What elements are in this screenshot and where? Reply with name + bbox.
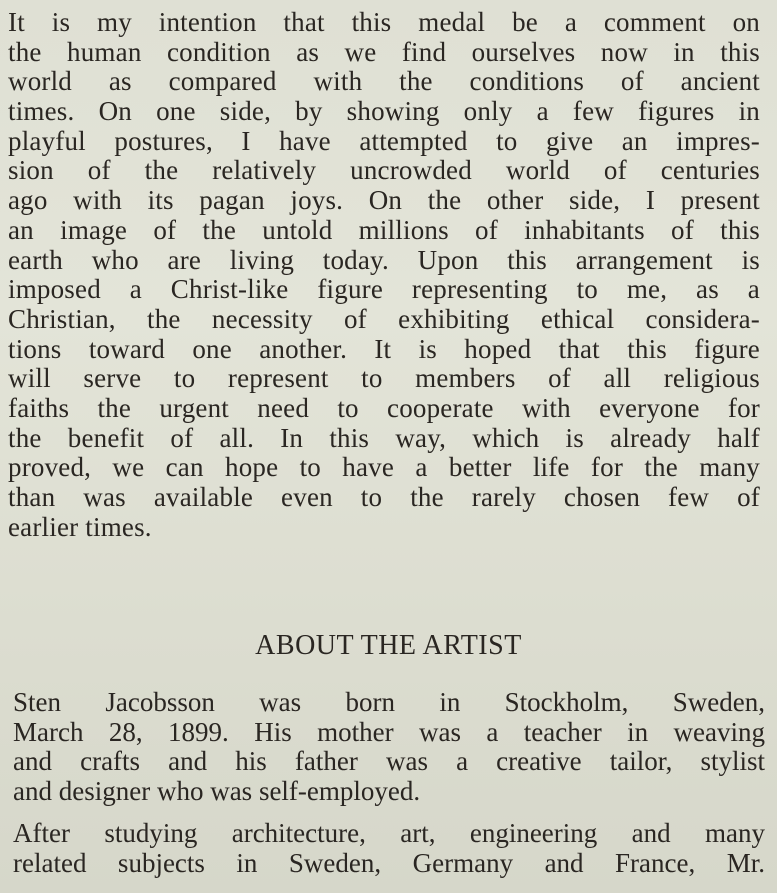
about-heading	[0, 630, 777, 662]
section-title: ABOUT THE ARTIST	[255, 630, 522, 661]
statement-line: It is my intention that this medal be a comment on	[8, 7, 760, 37]
bio-line: and crafts and his father was a creative tailor, stylist	[13, 746, 765, 776]
statement-line: earth who are living today. Upon this arrangement is	[8, 244, 760, 275]
statement-line: an image of the untold millions of inhabitants of this	[8, 214, 760, 245]
statement-line: playful postures, I have attempted to give an impres-	[8, 125, 760, 156]
bio-line: Sten Jacobsson was born in Stockholm, Sweden,	[13, 687, 765, 717]
statement-line: will serve to represent to members of all religious	[8, 363, 760, 394]
statement-line: sion of the relatively uncrowded world of centuries	[8, 155, 760, 186]
artist-bio-paragraph-1	[13, 688, 765, 806]
statement-line: proved, we can hope to have a better life for the many	[8, 452, 760, 483]
artist-bio-paragraph-2	[13, 819, 765, 878]
statement-line: than was available even to the rarely chosen few of	[8, 482, 760, 512]
statement-line: ago with its pagan joys. On the other side, I present	[8, 185, 760, 216]
statement-line: tions toward one another. It is hoped that this figure	[8, 333, 760, 364]
statement-line: faiths the urgent need to cooperate with everyone for	[8, 392, 760, 423]
statement-line: the human condition as we find ourselves now in this	[8, 36, 760, 67]
statement-line: times. On one side, by showing only a few figures in	[8, 96, 760, 127]
artist-statement	[8, 8, 760, 542]
statement-line: earlier times.	[8, 511, 152, 542]
bio-line: and designer who was self-employed.	[13, 775, 421, 806]
statement-line: imposed a Christ-like figure representing to me, as a	[8, 274, 760, 305]
statement-line: the benefit of all. In this way, which is already half	[8, 422, 760, 453]
statement-line: world as compared with the conditions of ancient	[8, 66, 760, 97]
bio-line: related subjects in Sweden, Germany and France, Mr.	[13, 847, 765, 878]
statement-line: Christian, the necessity of exhibiting ethical considera-	[8, 303, 760, 334]
bio-line: After studying architecture, art, engineering and many	[13, 818, 765, 848]
bio-line: March 28, 1899. His mother was a teacher in weaving	[13, 716, 765, 747]
